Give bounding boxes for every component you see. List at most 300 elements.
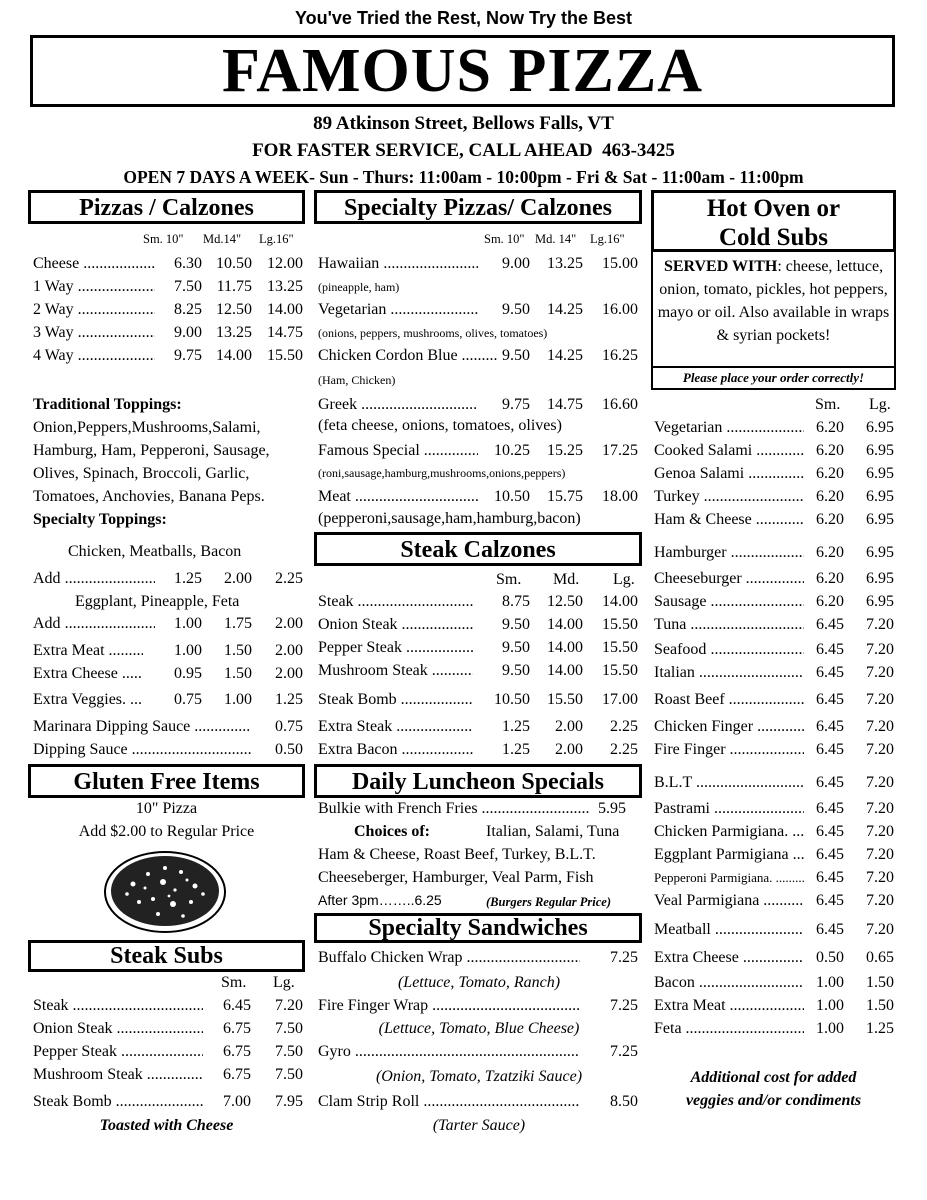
sub-row-price-sm: 6.45 xyxy=(816,641,844,658)
steak-calzone-row-name: Extra Bacon ..... xyxy=(318,740,473,760)
steak-calzone-row-price-lg: 15.50 xyxy=(602,639,638,656)
sub-row-price-lg: 6.95 xyxy=(866,488,894,505)
steak-calzone-row-price-sm: 9.50 xyxy=(502,639,530,656)
sub-row xyxy=(654,845,894,865)
sandwich-row xyxy=(318,948,640,968)
sauce-row-name: Dipping Sauce ..... xyxy=(33,740,251,760)
sub-row-price-lg: 6.95 xyxy=(866,419,894,436)
subs-heading xyxy=(651,190,896,252)
extra-row-price-sm: 0.95 xyxy=(174,665,202,682)
sub-row-price-lg: 7.20 xyxy=(866,616,894,633)
specialty-pizza-row-price-md: 14.25 xyxy=(547,301,583,318)
specialty-pizza-row-name: Hawaiian ..... xyxy=(318,254,478,274)
sub-row-name: Genoa Salami ..... xyxy=(654,464,804,484)
pizza-row xyxy=(33,300,303,320)
steak-sub-row-price-sm: 6.75 xyxy=(223,1020,251,1037)
steak-sub-row-name: Pepper Steak ..... xyxy=(33,1042,203,1062)
pizza-row-price-sm: 9.00 xyxy=(174,324,202,341)
sub-row-price-sm: 6.45 xyxy=(816,664,844,681)
sub-row-price-lg: 7.20 xyxy=(866,823,894,840)
sub-row-price-sm: 6.20 xyxy=(816,570,844,587)
specialty-pizza-description: (pineapple, ham) xyxy=(318,280,400,294)
sandwich-description: (Lettuce, Tomato, Blue Cheese) xyxy=(378,1020,580,1037)
sub-row-price-lg: 6.95 xyxy=(866,570,894,587)
sandwich-row xyxy=(318,996,640,1016)
pizza-row-name: 1 Way ..... xyxy=(33,277,155,297)
pizza-row xyxy=(33,614,303,634)
extra-row-price-md: 1.00 xyxy=(224,691,252,708)
size-header-small: Sm. xyxy=(221,974,247,991)
pizza-row-name: 2 Way ..... xyxy=(33,300,155,320)
specialty-pizza-row-price-md: 15.75 xyxy=(547,488,583,505)
specialty-pizza-row-name: Greek ..... xyxy=(318,395,478,415)
steak-calzone-row-price-lg: 17.00 xyxy=(602,691,638,708)
sub-row-price-sm: 6.45 xyxy=(816,869,844,886)
steak-calzone-row-price-lg: 2.25 xyxy=(610,718,638,735)
sub-row-name: Ham & Cheese ..... xyxy=(654,510,804,530)
sub-row-price-lg: 7.20 xyxy=(866,800,894,817)
sub-row-name: Feta ..... xyxy=(654,1019,804,1039)
sub-row-price-sm: 6.20 xyxy=(816,593,844,610)
sub-row-price-lg: 7.20 xyxy=(866,869,894,886)
sub-row-price-sm: 6.45 xyxy=(816,616,844,633)
sandwich-row-price-price: 7.25 xyxy=(610,1043,638,1060)
specialty-pizza-row-price-sm: 9.50 xyxy=(502,301,530,318)
specialty-toppings-group: Eggplant, Pineapple, Feta xyxy=(75,593,240,610)
specialty-pizza-row-price-sm: 10.50 xyxy=(494,488,530,505)
traditional-toppings-line: Hamburg, Ham, Pepperoni, Sausage, xyxy=(33,442,270,459)
extra-row-name: Extra Cheese ..... xyxy=(33,664,143,684)
sub-row xyxy=(654,920,894,940)
sub-row-price-lg: 7.20 xyxy=(866,774,894,791)
pizza-row-price-lg: 14.75 xyxy=(267,324,303,341)
sub-row-price-lg: 7.20 xyxy=(866,718,894,735)
steak-subs-heading: Steak Subs xyxy=(28,940,305,972)
pizza-row-price-md: 1.75 xyxy=(224,615,252,632)
sub-row-name: Bacon ..... xyxy=(654,973,804,993)
luncheon-heading: Daily Luncheon Specials xyxy=(314,764,642,798)
specialty-sandwiches-heading: Specialty Sandwiches xyxy=(314,913,642,943)
extra-row-price-md: 1.50 xyxy=(224,665,252,682)
size-header-small: Sm. 10" xyxy=(484,232,525,246)
size-header-small: Sm. 10" xyxy=(143,232,184,246)
sub-row-name: Seafood ..... xyxy=(654,640,804,660)
sub-row-price-sm: 6.20 xyxy=(816,488,844,505)
sub-row xyxy=(654,615,894,635)
pizza-row-price-lg: 14.00 xyxy=(267,301,303,318)
sub-row-name: Cooked Salami ..... xyxy=(654,441,804,461)
sub-row-name: Veal Parmigiana ..... xyxy=(654,891,804,911)
specialty-pizza-description: (pepperoni,sausage,ham,hamburg,bacon) xyxy=(318,510,581,527)
specialty-pizza-row-price-sm: 9.50 xyxy=(502,347,530,364)
sub-row xyxy=(654,799,894,819)
sauce-row xyxy=(33,717,303,737)
luncheon-item-price: 5.95 xyxy=(598,800,626,817)
sub-row-price-sm: 6.45 xyxy=(816,691,844,708)
specialty-pizza-row-name: Chicken Cordon Blue ..... xyxy=(318,346,498,366)
steak-subs-note: Toasted with Cheese xyxy=(99,1117,234,1134)
sub-row-name: B.L.T ..... xyxy=(654,773,804,793)
sandwich-row-name: Gyro ..... xyxy=(318,1042,580,1062)
sauce-row-name: Marinara Dipping Sauce ..... xyxy=(33,717,251,737)
sub-row xyxy=(654,640,894,660)
pizzas-calzones-heading: Pizzas / Calzones xyxy=(28,190,305,224)
sub-row-price-sm: 6.45 xyxy=(816,921,844,938)
pizza-row-price-sm: 7.50 xyxy=(174,278,202,295)
steak-calzone-row-name: Steak Bomb ..... xyxy=(318,690,473,710)
tagline: You've Tried the Rest, Now Try the Best xyxy=(294,8,633,28)
size-header-large: Lg. xyxy=(273,974,295,991)
steak-sub-row-price-sm: 6.45 xyxy=(223,997,251,1014)
sub-row-price-sm: 6.20 xyxy=(816,419,844,436)
pizza-row-price-md: 10.50 xyxy=(216,255,252,272)
sub-row-price-lg: 7.20 xyxy=(866,741,894,758)
steak-calzone-row-price-lg: 14.00 xyxy=(602,593,638,610)
sub-row-name: Extra Cheese ..... xyxy=(654,948,804,968)
steak-calzone-row xyxy=(318,615,638,635)
order-warning: Please place your order correctly! xyxy=(653,366,894,388)
sub-row-price-sm: 6.45 xyxy=(816,823,844,840)
pizza-row-name: Add ..... xyxy=(33,569,155,589)
sub-row-price-lg: 6.95 xyxy=(866,511,894,528)
sandwich-row-name: Buffalo Chicken Wrap ..... xyxy=(318,948,580,968)
specialty-pizza-description: (feta cheese, onions, tomatoes, olives) xyxy=(318,417,562,434)
sandwich-description: (Onion, Tomato, Tzatziki Sauce) xyxy=(375,1068,583,1085)
pizza-row xyxy=(33,569,303,589)
specialty-toppings-title: Specialty Toppings: xyxy=(33,511,167,528)
steak-calzone-row xyxy=(318,690,638,710)
specialty-toppings-group: Chicken, Meatballs, Bacon xyxy=(68,543,242,560)
traditional-toppings-title: Traditional Toppings: xyxy=(33,396,182,413)
sandwich-row-name: Clam Strip Roll ..... xyxy=(318,1092,580,1112)
steak-sub-row-price-sm: 6.75 xyxy=(223,1066,251,1083)
pizza-row-price-sm: 1.00 xyxy=(174,615,202,632)
specialty-pizza-row xyxy=(318,395,638,415)
sub-row-price-sm: 1.00 xyxy=(816,1020,844,1037)
steak-sub-row xyxy=(33,1065,303,1085)
steak-sub-row-price-lg: 7.20 xyxy=(275,997,303,1014)
extra-row-name: Extra Meat ..... xyxy=(33,641,143,661)
specialty-pizza-row-price-lg: 16.00 xyxy=(602,301,638,318)
sandwich-row xyxy=(318,1092,640,1112)
specialty-pizza-row-price-lg: 17.25 xyxy=(602,442,638,459)
pizza-row-name: Add ..... xyxy=(33,614,155,634)
subs-heading-line: Hot Oven or xyxy=(706,195,841,222)
sub-row xyxy=(654,717,894,737)
pizza-row-price-md: 2.00 xyxy=(224,570,252,587)
sauce-row-price-price: 0.75 xyxy=(275,718,303,735)
sub-row-price-sm: 6.45 xyxy=(816,892,844,909)
steak-calzone-row xyxy=(318,592,638,612)
steak-sub-row-price-lg: 7.50 xyxy=(275,1043,303,1060)
size-header-large: Lg. xyxy=(613,571,635,588)
sub-row xyxy=(654,569,894,589)
sub-row-price-sm: 6.45 xyxy=(816,846,844,863)
steak-calzone-row-price-sm: 9.50 xyxy=(502,662,530,679)
pizza-row-price-lg: 15.50 xyxy=(267,347,303,364)
sub-row-price-sm: 6.20 xyxy=(816,442,844,459)
sandwich-row-name: Fire Finger Wrap ..... xyxy=(318,996,580,1016)
sub-row-name: Roast Beef ..... xyxy=(654,690,804,710)
sauce-row xyxy=(33,740,303,760)
specialty-pizza-description: (Ham, Chicken) xyxy=(318,373,396,387)
steak-calzone-row-name: Onion Steak ..... xyxy=(318,615,473,635)
pizza-row-price-lg: 2.25 xyxy=(275,570,303,587)
extra-row-price-sm: 0.75 xyxy=(174,691,202,708)
sub-row-price-lg: 7.20 xyxy=(866,691,894,708)
sub-row-price-sm: 6.20 xyxy=(816,511,844,528)
choices-line: Cheeseberger, Hamburger, Veal Parm, Fish xyxy=(318,869,594,886)
luncheon-item-name: Bulkie with French Fries ..... xyxy=(318,799,590,819)
steak-calzone-row xyxy=(318,638,638,658)
extra-row xyxy=(33,641,303,661)
sub-row-price-sm: 6.45 xyxy=(816,800,844,817)
sandwich-row-price-price: 7.25 xyxy=(610,997,638,1014)
specialty-pizza-description: (roni,sausage,hamburg,mushrooms,onions,peppers) xyxy=(318,466,566,480)
sub-row xyxy=(654,441,894,461)
steak-calzone-row xyxy=(318,717,638,737)
sub-row-price-sm: 6.45 xyxy=(816,774,844,791)
specialty-pizza-row-name: Meat ..... xyxy=(318,487,478,507)
specialty-pizzas-heading: Specialty Pizzas/ Calzones xyxy=(314,190,642,224)
steak-sub-row-name: Onion Steak ..... xyxy=(33,1019,203,1039)
specialty-pizza-description: (onions, peppers, mushrooms, olives, tomatoes) xyxy=(318,326,548,340)
steak-calzones-heading: Steak Calzones xyxy=(314,532,642,566)
hours: OPEN 7 DAYS A WEEK- Sun - Thurs: 11:00am - 10:00pm - Fri & Sat - 11:00am - 11:00pm xyxy=(123,167,804,187)
pizza-row xyxy=(33,254,303,274)
sub-row xyxy=(654,740,894,760)
sandwich-description: (Lettuce, Tomato, Ranch) xyxy=(397,974,561,991)
specialty-pizza-row-price-lg: 18.00 xyxy=(602,488,638,505)
pizza-row-price-sm: 8.25 xyxy=(174,301,202,318)
pizza-row-price-lg: 13.25 xyxy=(267,278,303,295)
extra-row-price-sm: 1.00 xyxy=(174,642,202,659)
pizza-row-price-lg: 12.00 xyxy=(267,255,303,272)
steak-calzone-row-price-sm: 1.25 xyxy=(502,741,530,758)
restaurant-title: FAMOUS PIZZA xyxy=(221,37,704,105)
sandwich-row-price-price: 8.50 xyxy=(610,1093,638,1110)
pizza-row xyxy=(33,277,303,297)
steak-sub-row-price-lg: 7.95 xyxy=(275,1093,303,1110)
pizza-row-price-sm: 6.30 xyxy=(174,255,202,272)
specialty-pizza-row-name: Vegetarian ..... xyxy=(318,300,478,320)
steak-calzone-row-price-lg: 15.50 xyxy=(602,616,638,633)
sub-row-name: Hamburger ..... xyxy=(654,543,804,563)
gluten-size: 10" Pizza xyxy=(135,800,198,817)
sub-row-price-sm: 1.00 xyxy=(816,997,844,1014)
sub-row-price-lg: 7.20 xyxy=(866,921,894,938)
steak-sub-row xyxy=(33,1019,303,1039)
call-ahead-phone: FOR FASTER SERVICE, CALL AHEAD 463-3425 xyxy=(252,140,675,161)
steak-calzone-row-price-sm: 10.50 xyxy=(494,691,530,708)
size-header-small: Sm. xyxy=(496,571,522,588)
steak-sub-row-name: Mushroom Steak ..... xyxy=(33,1065,203,1085)
pizza-row-price-sm: 9.75 xyxy=(174,347,202,364)
specialty-pizza-row-price-lg: 15.00 xyxy=(602,255,638,272)
sub-row-name: Meatball ..... xyxy=(654,920,804,940)
steak-sub-row-name: Steak Bomb ..... xyxy=(33,1092,203,1112)
pizza-row-price-sm: 1.25 xyxy=(174,570,202,587)
steak-calzone-row-price-lg: 15.50 xyxy=(602,662,638,679)
pizza-row-price-md: 12.50 xyxy=(216,301,252,318)
sub-row-price-lg: 7.20 xyxy=(866,641,894,658)
sub-row-name: Vegetarian ..... xyxy=(654,418,804,438)
sub-row xyxy=(654,487,894,507)
sub-row xyxy=(654,543,894,563)
pizza-row xyxy=(33,346,303,366)
extra-row-price-md: 1.50 xyxy=(224,642,252,659)
traditional-toppings-line: Olives, Spinach, Broccoli, Garlic, xyxy=(33,465,250,482)
size-header-large: Lg.16" xyxy=(259,232,294,246)
sub-row xyxy=(654,464,894,484)
specialty-pizza-row xyxy=(318,346,638,366)
steak-sub-row-price-sm: 7.00 xyxy=(223,1093,251,1110)
size-header-small: Sm. xyxy=(815,396,841,413)
sub-row xyxy=(654,418,894,438)
steak-calzone-row-price-md: 14.00 xyxy=(547,639,583,656)
pizza-row-name: 3 Way ..... xyxy=(33,323,155,343)
sub-row-price-lg: 1.50 xyxy=(866,974,894,991)
steak-calzone-row-price-md: 12.50 xyxy=(547,593,583,610)
sub-row-name: Turkey ..... xyxy=(654,487,804,507)
sub-row xyxy=(654,891,894,911)
sub-row-name: Chicken Finger ..... xyxy=(654,717,804,737)
pizza-image xyxy=(103,844,228,936)
choices-label: Choices of: xyxy=(354,823,430,840)
sub-row-price-lg: 6.95 xyxy=(866,593,894,610)
sub-row-price-lg: 0.65 xyxy=(866,949,894,966)
size-header-large: Lg. xyxy=(869,396,891,413)
specialty-pizza-row-price-sm: 9.75 xyxy=(502,396,530,413)
pizza-row-name: 4 Way ..... xyxy=(33,346,155,366)
sub-row-price-sm: 6.20 xyxy=(816,544,844,561)
sandwich-row-price-price: 7.25 xyxy=(610,949,638,966)
sub-row-price-sm: 6.45 xyxy=(816,718,844,735)
steak-calzone-row-name: Steak ..... xyxy=(318,592,473,612)
steak-calzone-row-price-lg: 2.25 xyxy=(610,741,638,758)
size-header-medium: Md.14" xyxy=(203,232,242,246)
sub-row-price-sm: 6.20 xyxy=(816,465,844,482)
steak-calzone-row-name: Mushroom Steak ..... xyxy=(318,661,473,681)
steak-calzone-row-price-md: 14.00 xyxy=(547,616,583,633)
sub-row-price-sm: 6.45 xyxy=(816,741,844,758)
steak-calzone-row-price-md: 2.00 xyxy=(555,741,583,758)
extra-row xyxy=(33,664,303,684)
steak-sub-row-name: Steak ..... xyxy=(33,996,203,1016)
gluten-free-heading: Gluten Free Items xyxy=(28,764,305,798)
pizza-row-price-md: 11.75 xyxy=(216,278,252,295)
sub-row-name: Cheeseburger ..... xyxy=(654,569,804,589)
steak-sub-row xyxy=(33,1092,303,1112)
sub-row xyxy=(654,592,894,612)
gluten-price-note: Add $2.00 to Regular Price xyxy=(78,823,255,840)
specialty-pizza-row-price-lg: 16.25 xyxy=(602,347,638,364)
specialty-pizza-row-price-lg: 16.60 xyxy=(602,396,638,413)
sub-row xyxy=(654,973,894,993)
subs-heading-line: Cold Subs xyxy=(718,224,829,251)
steak-sub-row-price-lg: 7.50 xyxy=(275,1020,303,1037)
steak-calzone-row xyxy=(318,740,638,760)
sub-row-price-lg: 7.20 xyxy=(866,892,894,909)
steak-sub-row xyxy=(33,1042,303,1062)
steak-sub-row xyxy=(33,996,303,1016)
pizza-row-name: Cheese ..... xyxy=(33,254,155,274)
pizza-row-price-lg: 2.00 xyxy=(275,615,303,632)
pizza-row-price-md: 13.25 xyxy=(216,324,252,341)
steak-calzone-row xyxy=(318,661,638,681)
sub-row xyxy=(654,822,894,842)
pizza-row-price-md: 14.00 xyxy=(216,347,252,364)
extra-row-name: Extra Veggies. ..... xyxy=(33,690,143,710)
specialty-pizza-row-price-sm: 9.00 xyxy=(502,255,530,272)
steak-sub-row-price-lg: 7.50 xyxy=(275,1066,303,1083)
traditional-toppings-line: Tomatoes, Anchovies, Banana Peps. xyxy=(33,488,265,505)
traditional-toppings-line: Onion,Peppers,Mushrooms,Salami, xyxy=(33,419,261,436)
steak-calzone-row-name: Pepper Steak ..... xyxy=(318,638,473,658)
sub-row xyxy=(654,996,894,1016)
steak-calzone-row-price-md: 15.50 xyxy=(547,691,583,708)
size-header-large: Lg.16" xyxy=(590,232,625,246)
sub-row xyxy=(654,690,894,710)
specialty-pizza-row xyxy=(318,441,638,461)
specialty-pizza-row xyxy=(318,300,638,320)
address: 89 Atkinson Street, Bellows Falls, VT xyxy=(313,113,614,134)
pizza-row xyxy=(33,323,303,343)
size-header-medium: Md. 14" xyxy=(535,232,577,246)
sub-row xyxy=(654,773,894,793)
sub-row-name: Pastrami ..... xyxy=(654,799,804,819)
sub-row xyxy=(654,868,894,888)
sub-row-name: Fire Finger ..... xyxy=(654,740,804,760)
specialty-pizza-row-price-md: 15.25 xyxy=(547,442,583,459)
sub-row-price-lg: 7.20 xyxy=(866,664,894,681)
restaurant-title-box xyxy=(30,35,895,107)
choices-line: Italian, Salami, Tuna xyxy=(486,823,620,840)
steak-calzone-row-price-md: 2.00 xyxy=(555,718,583,735)
sandwich-description: (Tarter Sauce) xyxy=(432,1117,526,1134)
sandwich-row xyxy=(318,1042,640,1062)
extra-row-price-lg: 1.25 xyxy=(275,691,303,708)
sub-row-name: Tuna ..... xyxy=(654,615,804,635)
specialty-pizza-row-price-md: 14.75 xyxy=(547,396,583,413)
sub-row xyxy=(654,510,894,530)
sub-row-price-sm: 1.00 xyxy=(816,974,844,991)
sub-row-price-lg: 1.50 xyxy=(866,997,894,1014)
extra-row-price-lg: 2.00 xyxy=(275,642,303,659)
sub-row-price-lg: 6.95 xyxy=(866,465,894,482)
sub-row-name: Chicken Parmigiana. ..... xyxy=(654,822,804,842)
subs-footer-line: veggies and/or condiments xyxy=(685,1092,862,1109)
sub-row xyxy=(654,1019,894,1039)
sub-row-price-lg: 1.25 xyxy=(866,1020,894,1037)
specialty-pizza-row xyxy=(318,254,638,274)
extra-row-price-lg: 2.00 xyxy=(275,665,303,682)
served-with-label: SERVED WITH xyxy=(663,258,778,275)
sub-row-name: Extra Meat ..... xyxy=(654,996,804,1016)
specialty-pizza-row-price-md: 13.25 xyxy=(547,255,583,272)
specialty-pizza-row-price-sm: 10.25 xyxy=(494,442,530,459)
steak-calzone-row-name: Extra Steak ..... xyxy=(318,717,473,737)
specialty-pizza-row-name: Famous Special ..... xyxy=(318,441,478,461)
specialty-pizza-row xyxy=(318,487,638,507)
extra-row xyxy=(33,690,303,710)
choices-line: Ham & Cheese, Roast Beef, Turkey, B.L.T. xyxy=(318,846,596,863)
sub-row-price-lg: 7.20 xyxy=(866,846,894,863)
served-with-box xyxy=(651,250,896,390)
steak-calzone-row-price-sm: 9.50 xyxy=(502,616,530,633)
specialty-pizza-row-price-md: 14.25 xyxy=(547,347,583,364)
steak-calzone-row-price-sm: 8.75 xyxy=(502,593,530,610)
